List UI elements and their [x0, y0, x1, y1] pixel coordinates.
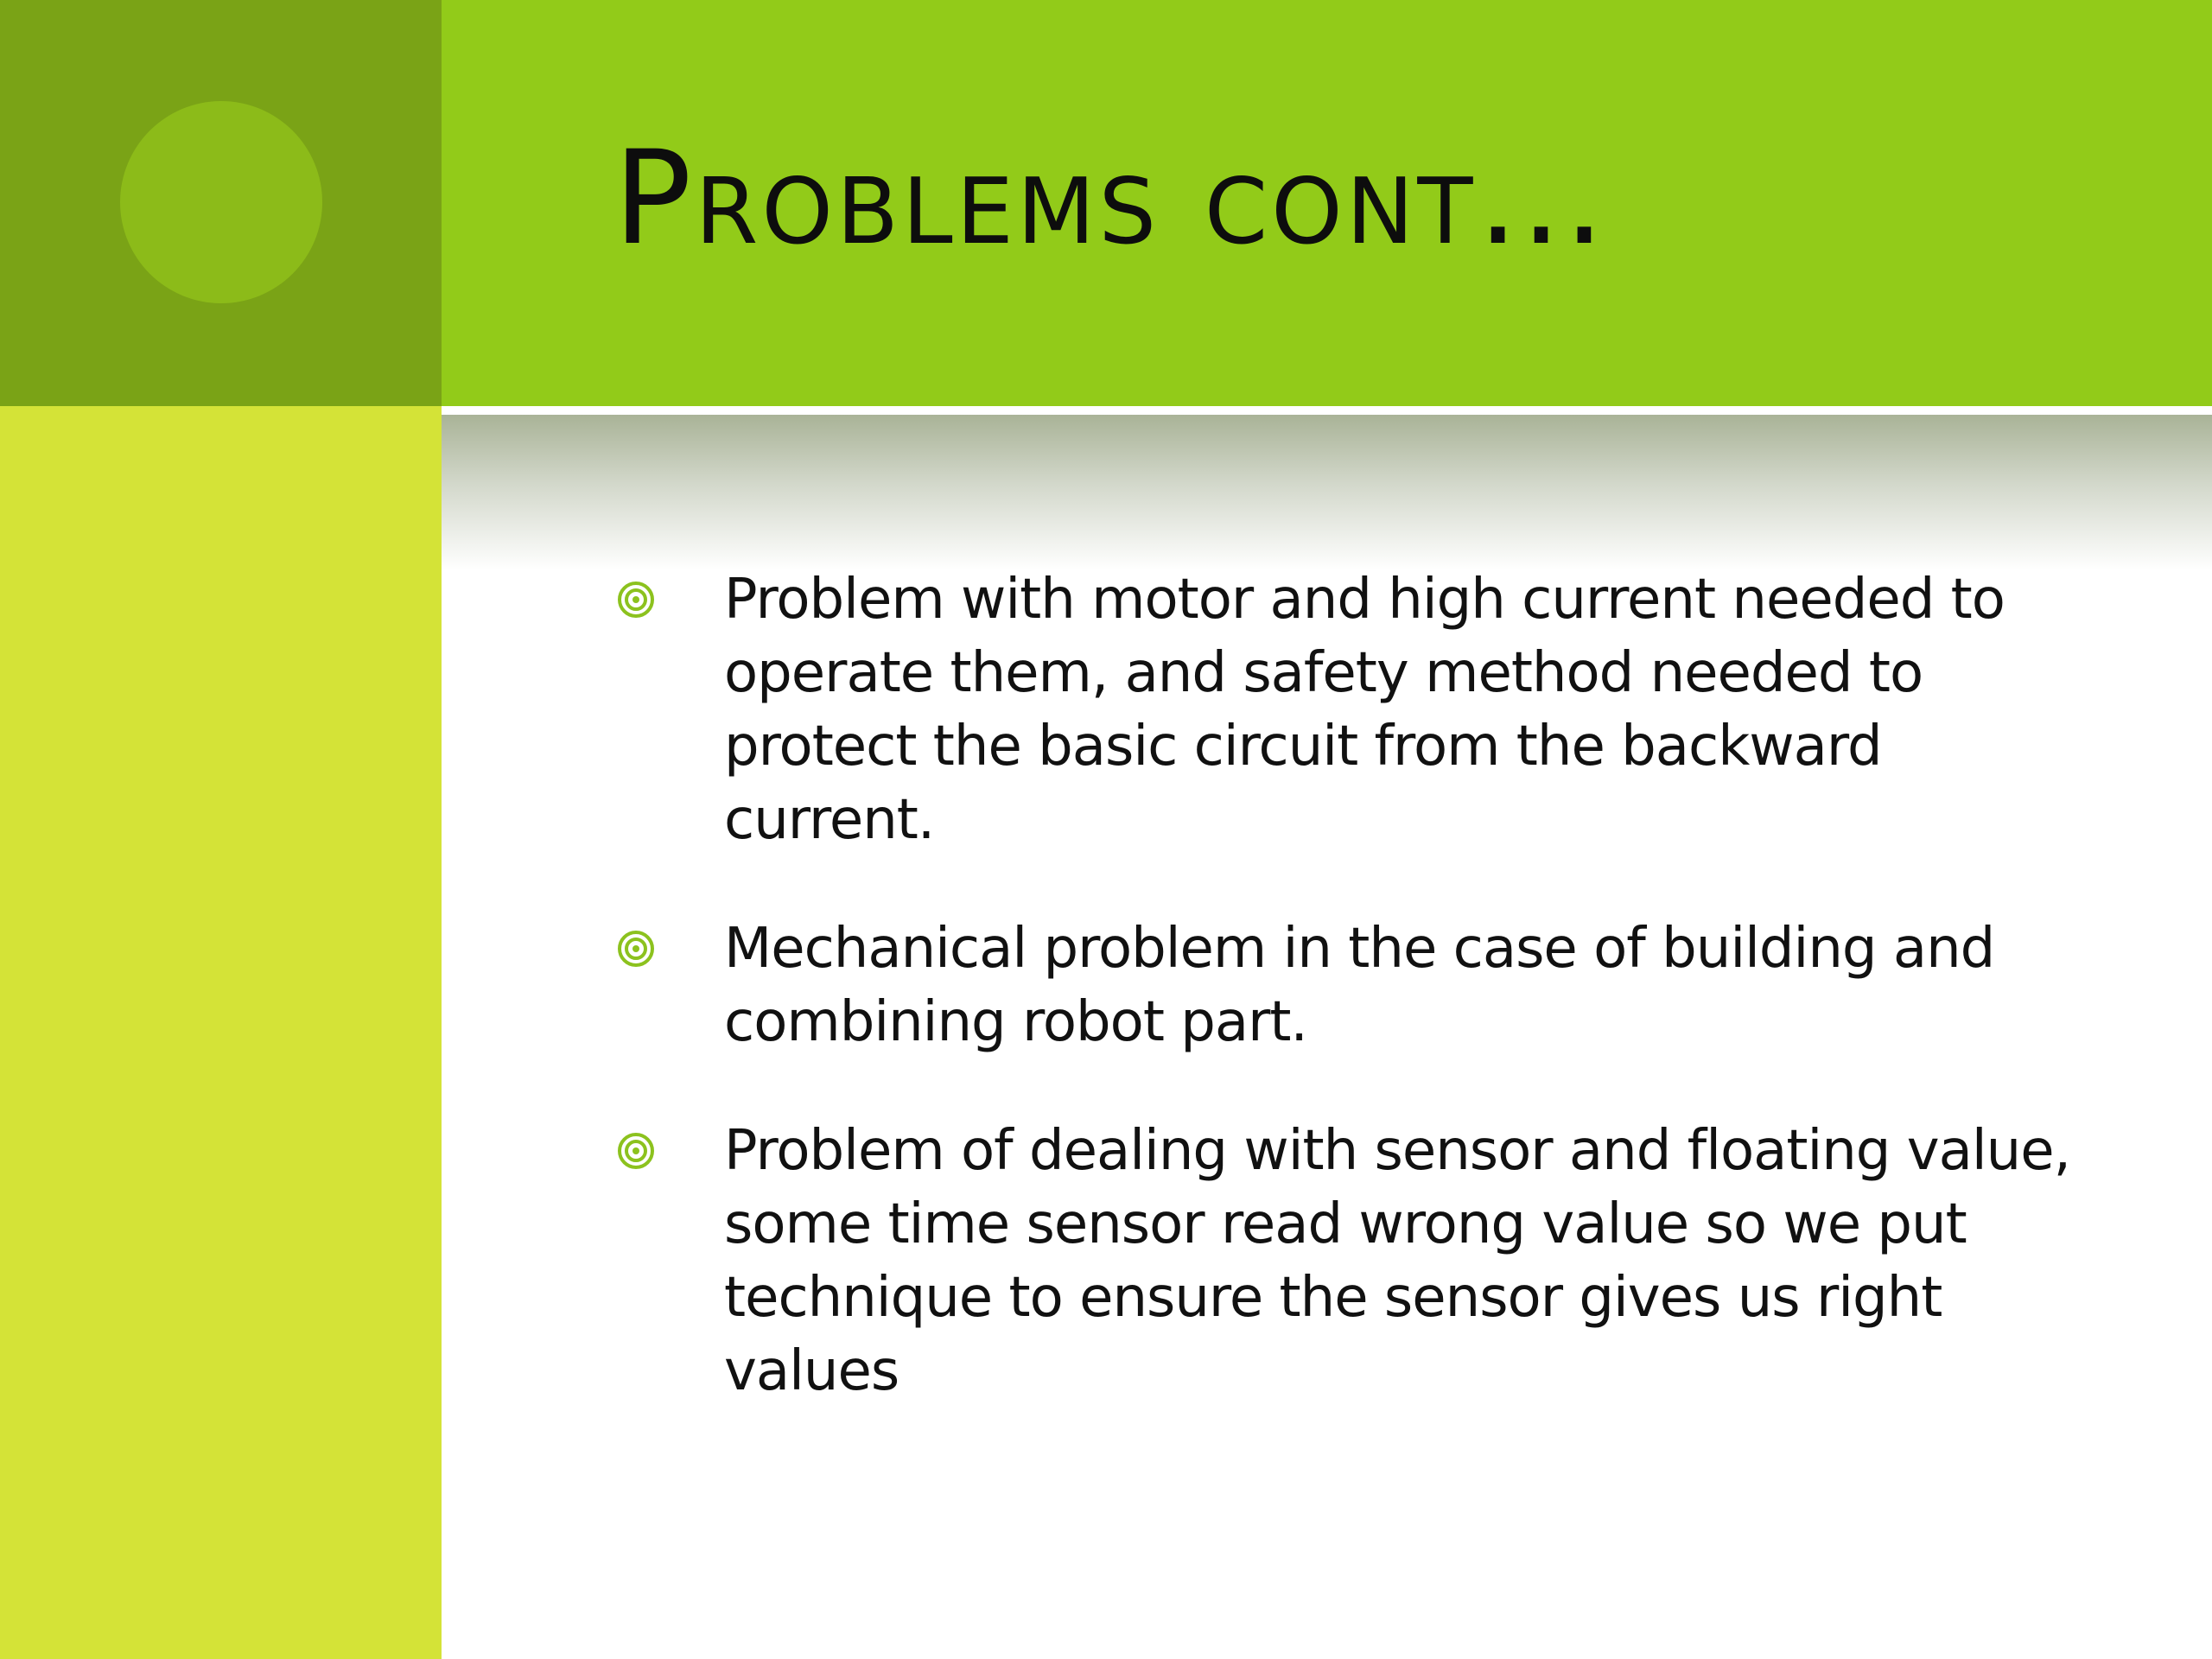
corner-block — [0, 0, 442, 406]
header-shadow — [442, 415, 2212, 570]
bullet-list — [613, 563, 2082, 1464]
bullet-item — [613, 912, 2082, 1059]
target-circle-icon — [617, 581, 655, 619]
header-divider — [442, 406, 2212, 415]
bullet-text: Problem of dealing with sensor and floating value, some time sensor read wrong value so we put technique to ensure the sensor gives us right values — [724, 1119, 2070, 1403]
slide-title: Problems cont… — [613, 124, 1610, 274]
decorative-circle — [120, 101, 322, 303]
bullet-text: Mechanical problem in the case of building and combining robot part. — [724, 917, 1995, 1054]
target-circle-icon — [617, 1132, 655, 1170]
bullet-text: Problem with motor and high current needed to operate them, and safety method needed to protect the basic circuit from the backward current. — [724, 568, 2005, 852]
bullet-item — [613, 563, 2082, 857]
left-sidebar-bar — [0, 406, 442, 1659]
bullet-item — [613, 1115, 2082, 1408]
target-circle-icon — [617, 930, 655, 968]
